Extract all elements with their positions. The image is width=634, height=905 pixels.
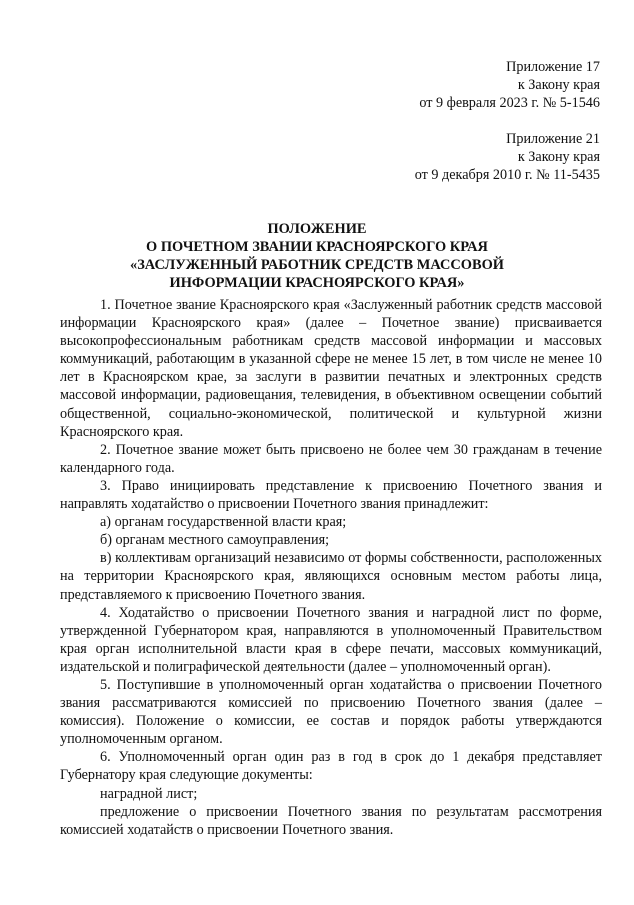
document-item-award-sheet: наградной лист;: [100, 785, 198, 802]
appendix-17-date: от 9 февраля 2023 г. № 5-1546: [419, 95, 600, 111]
paragraph-1: 1. Почетное звание Красноярского края «Заслуженный работник средств массовой информации Красноярского края» (далее – Почетное звание) присваивается высокопрофессиональным работникам средств массовой информации и массовых коммуникаций, работающим в указанной сфере не менее 15 лет, в том числе не менее 10 лет в Красноярском крае, за заслуги в развитии печатных и электронных средств массовой информации, радиовещания, телевидения, в объективном освещении событий общественной, социально-экономической, политической и культурной жизни Красноярского края.: [60, 297, 602, 440]
document-title: [0, 220, 634, 292]
appendix-21-block: [415, 130, 600, 184]
list-item-v: в) коллективам организаций независимо от формы собственности, расположенных на территории Красноярского края, являющихся основным местом работы лица, представляемого к присвоению Почетного звания.: [60, 550, 602, 603]
paragraph-4: 4. Ходатайство о присвоении Почетного звания и наградной лист по форме, утвержденной Губернатором края, направляются в уполномоченный Правительством края орган исполнительной власти края в сфере печати, массовых коммуникаций, издательской и полиграфической деятельности (далее – уполномоченный орган).: [60, 604, 602, 675]
paragraph-2: 2. Почетное звание может быть присвоено не более чем 30 гражданам в течение календарного года.: [60, 441, 602, 476]
appendix-17-number: Приложение 17: [506, 59, 600, 75]
paragraph-3: 3. Право инициировать представление к присвоению Почетного звания и направлять ходатайство о присвоении Почетного звания принадлежит:: [60, 477, 602, 513]
title-line-2: О ПОЧЕТНОМ ЗВАНИИ КРАСНОЯРСКОГО КРАЯ: [146, 239, 488, 255]
paragraph-5: 5. Поступившие в уполномоченный орган ходатайства о присвоении Почетного звания рассматриваются комиссией по присвоению Почетного звания (далее – комиссия). Положение о комиссии, ее состав и порядок работы утверждаются уполномоченным органом.: [60, 676, 602, 748]
title-line-4: ИНФОРМАЦИИ КРАСНОЯРСКОГО КРАЯ»: [169, 275, 465, 291]
document-body: [60, 296, 602, 839]
appendix-21-date: от 9 декабря 2010 г. № 11-5435: [414, 167, 600, 183]
appendix-21-law: к Закону края: [517, 149, 600, 165]
appendix-17-law: к Закону края: [517, 77, 600, 93]
list-item-b: б) органам местного самоуправления;: [100, 532, 330, 549]
title-line-1: ПОЛОЖЕНИЕ: [267, 221, 367, 237]
document-item-proposal: предложение о присвоении Почетного звания по результатам рассмотрения комиссией ходатайств о присвоении Почетного звания.: [60, 803, 602, 838]
appendix-17-block: [419, 58, 600, 112]
list-item-a: а) органам государственной власти края;: [100, 514, 347, 531]
paragraph-6: 6. Уполномоченный орган один раз в год в срок до 1 декабря представляет Губернатору края следующие документы:: [60, 749, 602, 784]
title-line-3: «ЗАСЛУЖЕННЫЙ РАБОТНИК СРЕДСТВ МАССОВОЙ: [130, 257, 504, 273]
appendix-21-number: Приложение 21: [506, 131, 600, 147]
